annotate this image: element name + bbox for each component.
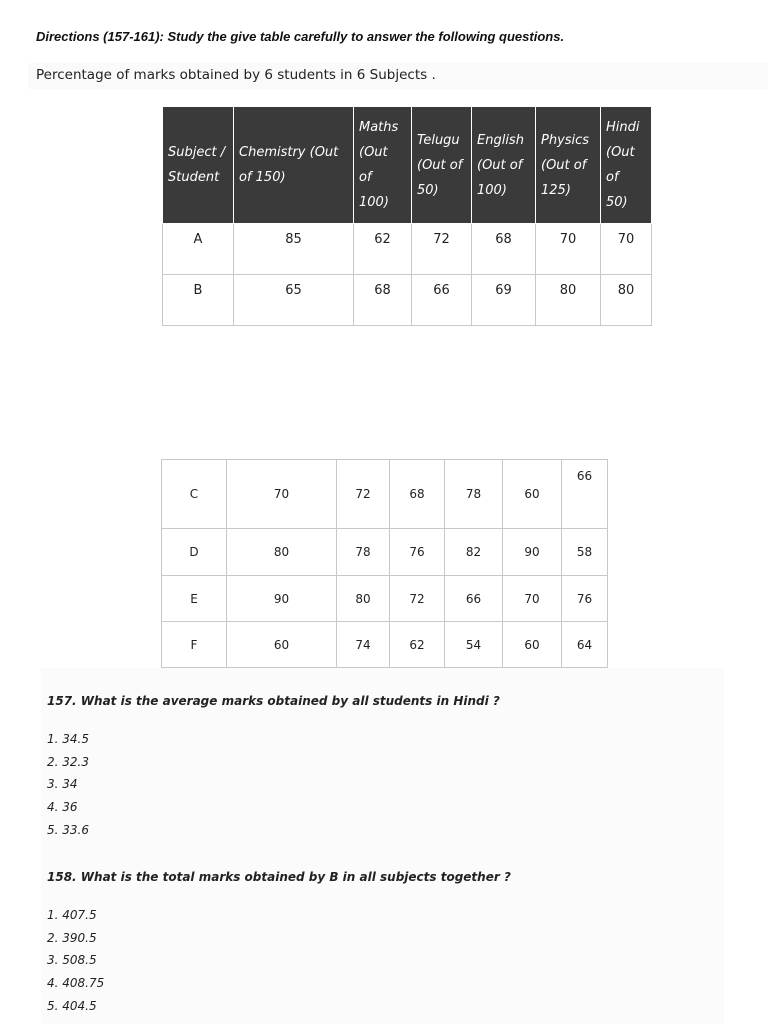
cell-telugu: 72 (412, 224, 472, 275)
question-157: 157. What is the average marks obtained by all students in Hindi ? (47, 694, 500, 708)
cell-maths: 78 (337, 529, 390, 576)
cell-english: 54 (445, 622, 503, 668)
cell-student: D (162, 529, 227, 576)
table-row (162, 576, 608, 622)
option-item[interactable]: 3. 508.5 (47, 953, 97, 968)
cell-physics: 70 (503, 576, 562, 622)
option-item[interactable]: 2. 390.5 (47, 930, 97, 945)
cell-maths: 72 (337, 460, 390, 529)
option-item[interactable]: 3. 34 (47, 777, 78, 792)
table-row (163, 224, 652, 275)
table-row (162, 622, 608, 668)
header-telugu: Telugu (Out of 50) (412, 107, 472, 224)
cell-physics: 90 (503, 529, 562, 576)
cell-maths: 80 (337, 576, 390, 622)
option-item[interactable]: 1. 407.5 (47, 908, 97, 922)
option-item[interactable]: 4. 408.75 (47, 976, 105, 991)
cell-hindi: 76 (562, 576, 608, 622)
cell-student: A (163, 224, 234, 275)
header-hindi: Hindi (Out of 50) (601, 107, 652, 224)
cell-telugu: 68 (390, 460, 445, 529)
cell-physics: 70 (536, 224, 601, 275)
questions-band (41, 668, 724, 1024)
cell-physics: 80 (536, 275, 601, 326)
table-row (163, 275, 652, 326)
option-item[interactable]: 1. 34.5 (47, 732, 89, 746)
cell-english: 68 (472, 224, 536, 275)
table-row (162, 460, 608, 529)
cell-hindi: 64 (562, 622, 608, 668)
header-physics: Physics (Out of 125) (536, 107, 601, 224)
cell-hindi: 80 (601, 275, 652, 326)
cell-telugu: 72 (390, 576, 445, 622)
cell-student: B (163, 275, 234, 326)
cell-chemistry: 60 (227, 622, 337, 668)
option-item[interactable]: 5. 404.5 (47, 998, 97, 1013)
cell-maths: 68 (354, 275, 412, 326)
cell-hindi: 66 (562, 460, 608, 529)
directions-text: Directions (157-161): Study the give table carefully to answer the following questions. (36, 29, 565, 44)
header-english: English (Out of 100) (472, 107, 536, 224)
cell-chemistry: 80 (227, 529, 337, 576)
question-157-options (47, 728, 89, 841)
cell-chemistry: 90 (227, 576, 337, 622)
option-item[interactable]: 2. 32.3 (47, 754, 89, 769)
table-row (162, 529, 608, 576)
cell-chemistry: 70 (227, 460, 337, 529)
header-maths: Maths (Out of 100) (354, 107, 412, 224)
option-item[interactable]: 4. 36 (47, 800, 78, 815)
cell-student: E (162, 576, 227, 622)
cell-telugu: 66 (412, 275, 472, 326)
cell-maths: 74 (337, 622, 390, 668)
cell-english: 69 (472, 275, 536, 326)
table-subtitle: Percentage of marks obtained by 6 students in 6 Subjects . (36, 67, 436, 83)
cell-telugu: 62 (390, 622, 445, 668)
cell-student: F (162, 622, 227, 668)
table-header-row (163, 107, 652, 224)
option-item[interactable]: 5. 33.6 (47, 822, 89, 837)
marks-table-part1 (162, 106, 652, 326)
cell-english: 66 (445, 576, 503, 622)
cell-chemistry: 85 (234, 224, 354, 275)
cell-telugu: 76 (390, 529, 445, 576)
cell-maths: 62 (354, 224, 412, 275)
question-158-options (47, 904, 104, 1017)
cell-hindi: 70 (601, 224, 652, 275)
question-158: 158. What is the total marks obtained by B in all subjects together ? (47, 870, 511, 884)
cell-english: 82 (445, 529, 503, 576)
cell-physics: 60 (503, 622, 562, 668)
cell-chemistry: 65 (234, 275, 354, 326)
cell-student: C (162, 460, 227, 529)
cell-english: 78 (445, 460, 503, 529)
marks-table-part2 (161, 459, 608, 668)
header-chemistry: Chemistry (Out of 150) (234, 107, 354, 224)
cell-hindi: 58 (562, 529, 608, 576)
cell-physics: 60 (503, 460, 562, 529)
header-subject-student: Subject / Student (163, 107, 234, 224)
